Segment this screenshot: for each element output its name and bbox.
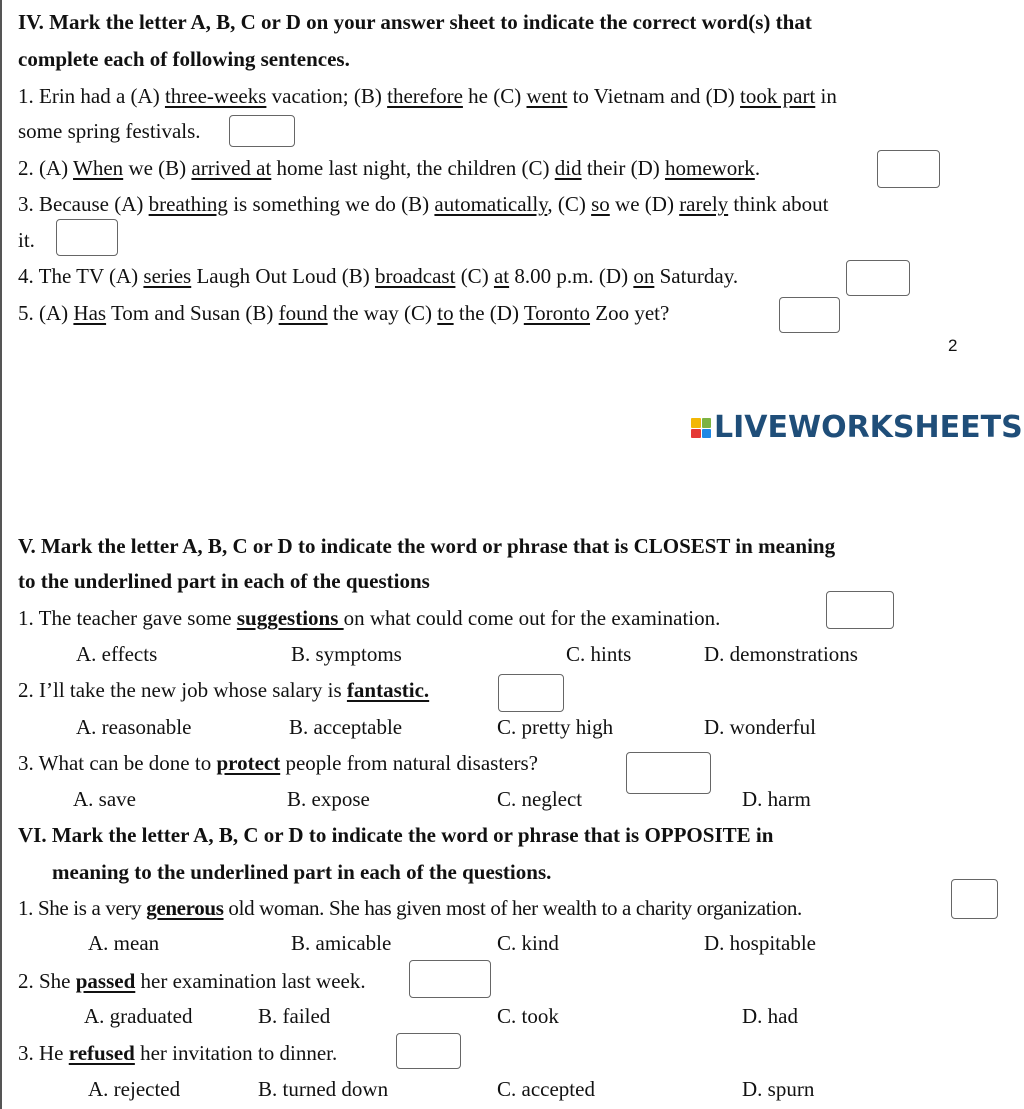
vi3-option-d: D. spurn: [742, 1077, 815, 1101]
section-vi-question-1: 1. She is a very generous old woman. She has given most of her wealth to a charity organization.: [18, 896, 802, 920]
section-vi-question-3: 3. He refused her invitation to dinner.: [18, 1041, 338, 1065]
vi3-option-b: B. turned down: [258, 1077, 389, 1101]
section-iv-question-1-line2: some spring festivals.: [18, 119, 201, 143]
section-iv-heading-line1: IV. Mark the letter A, B, C or D on your answer sheet to indicate the correct word(s) that: [18, 10, 812, 34]
v2-option-a: A. reasonable: [76, 715, 192, 739]
vi3-option-c: C. accepted: [497, 1077, 595, 1101]
page-left-edge: [0, 0, 2, 1109]
section-vi-heading-line1: VI. Mark the letter A, B, C or D to indicate the word or phrase that is OPPOSITE in: [18, 823, 774, 847]
answer-box-vi-1[interactable]: [951, 879, 998, 919]
vi2-option-c: C. took: [497, 1004, 559, 1028]
section-iv-question-5: 5. (A) Has Tom and Susan (B) found the way (C) to the (D) Toronto Zoo yet?: [18, 301, 670, 325]
section-iv-question-3-line2: it.: [18, 228, 35, 252]
section-iv-heading-line2: complete each of following sentences.: [18, 47, 350, 71]
section-v-heading-line2: to the underlined part in each of the questions: [18, 569, 430, 593]
section-v-question-1: 1. The teacher gave some suggestions on what could come out for the examination.: [18, 606, 721, 630]
liveworksheets-logo-icon: [691, 418, 711, 438]
logo-square-yellow: [691, 418, 701, 428]
vi1-option-c: C. kind: [497, 931, 559, 955]
section-v-question-2: 2. I’ll take the new job whose salary is fantastic.: [18, 678, 430, 702]
v1-option-b: B. symptoms: [291, 642, 402, 666]
logo-square-blue: [702, 429, 712, 439]
answer-box-v-1[interactable]: [826, 591, 894, 629]
vi1-option-b: B. amicable: [291, 931, 392, 955]
v1-option-d: D. demonstrations: [704, 642, 858, 666]
v3-option-a: A. save: [73, 787, 136, 811]
answer-box-v-3[interactable]: [626, 752, 711, 794]
vi2-option-a: A. graduated: [84, 1004, 193, 1028]
v1-option-a: A. effects: [76, 642, 158, 666]
logo-square-red: [691, 429, 701, 439]
v3-option-d: D. harm: [742, 787, 811, 811]
section-v-question-3: 3. What can be done to protect people from natural disasters?: [18, 751, 538, 775]
answer-box-iv-5[interactable]: [779, 297, 840, 333]
v3-option-c: C. neglect: [497, 787, 583, 811]
liveworksheets-logo: LIVEWORKSHEETS: [714, 410, 1023, 445]
section-iv-question-1: 1. Erin had a (A) three-weeks vacation; (B) therefore he (C) went to Vietnam and (D) took part in: [18, 84, 837, 108]
answer-box-v-2[interactable]: [498, 674, 564, 712]
answer-box-vi-2[interactable]: [409, 960, 491, 998]
section-vi-question-2: 2. She passed her examination last week.: [18, 969, 366, 993]
section-iv-question-4: 4. The TV (A) series Laugh Out Loud (B) broadcast (C) at 8.00 p.m. (D) on Saturday.: [18, 264, 739, 288]
section-iv-question-2: 2. (A) When we (B) arrived at home last night, the children (C) did their (D) homework.: [18, 156, 761, 180]
answer-box-iv-2[interactable]: [877, 150, 940, 188]
answer-box-iv-1[interactable]: [229, 115, 295, 147]
vi1-option-d: D. hospitable: [704, 931, 816, 955]
v2-option-c: C. pretty high: [497, 715, 614, 739]
section-vi-heading-line2: meaning to the underlined part in each of the questions.: [52, 860, 552, 884]
vi2-option-d: D. had: [742, 1004, 798, 1028]
page-number: 2: [948, 336, 958, 355]
vi2-option-b: B. failed: [258, 1004, 331, 1028]
vi1-option-a: A. mean: [88, 931, 160, 955]
v2-option-b: B. acceptable: [289, 715, 403, 739]
v3-option-b: B. expose: [287, 787, 370, 811]
logo-square-green: [702, 418, 712, 428]
answer-box-vi-3[interactable]: [396, 1033, 461, 1069]
vi3-option-a: A. rejected: [88, 1077, 181, 1101]
section-iv-question-3: 3. Because (A) breathing is something we do (B) automatically, (C) so we (D) rarely think about: [18, 192, 829, 216]
section-v-heading-line1: V. Mark the letter A, B, C or D to indicate the word or phrase that is CLOSEST in meaning: [18, 534, 836, 558]
answer-box-iv-3[interactable]: [56, 219, 118, 256]
answer-box-iv-4[interactable]: [846, 260, 910, 296]
v1-option-c: C. hints: [566, 642, 632, 666]
v2-option-d: D. wonderful: [704, 715, 816, 739]
